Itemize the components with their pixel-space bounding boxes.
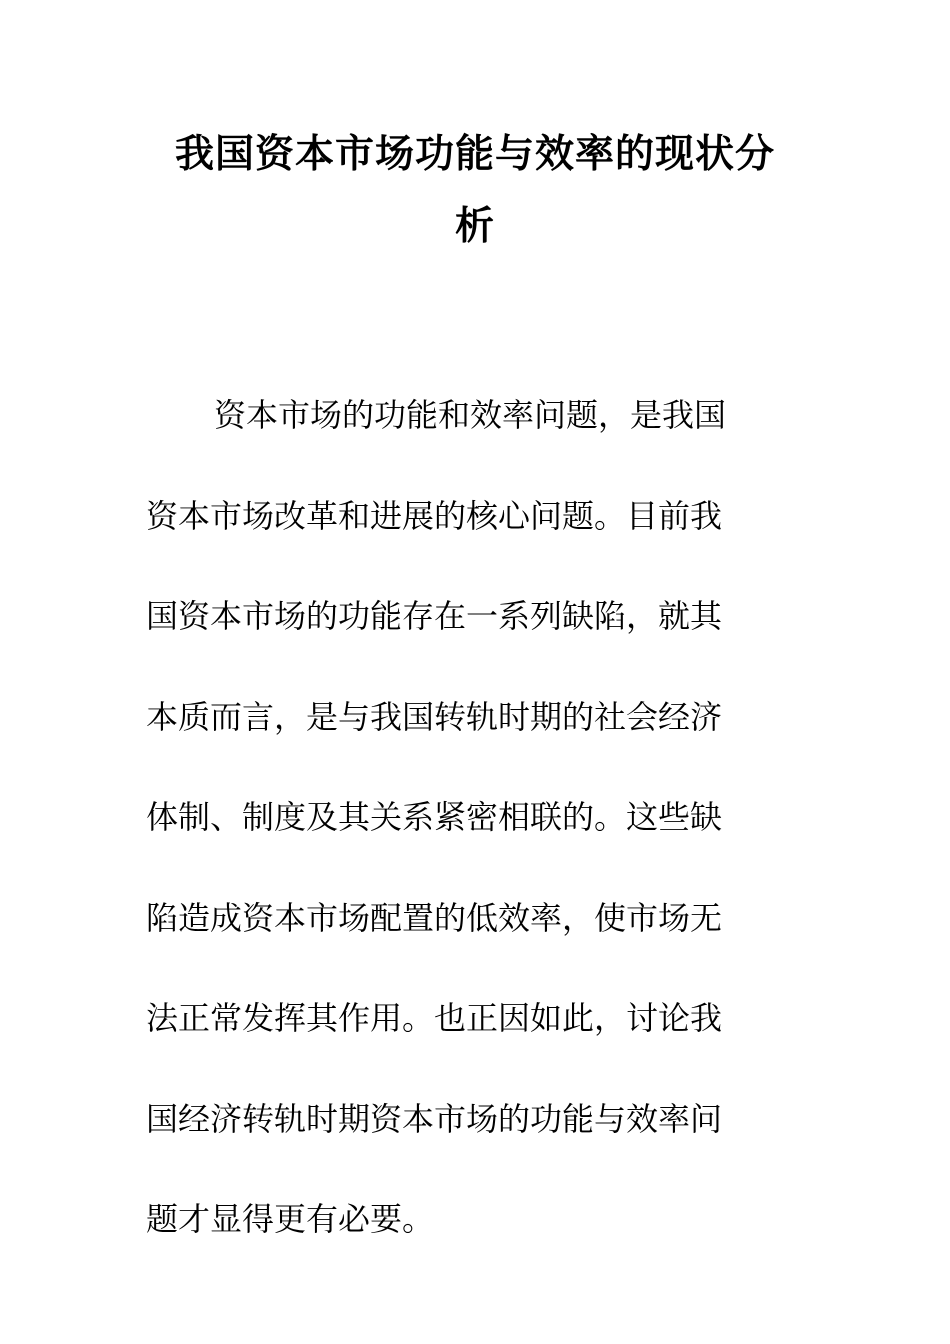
paragraph-line: 陷造成资本市场配置的低效率，使市场无 [146, 898, 723, 937]
paragraph-line: 题才显得更有必要。 [146, 1200, 435, 1238]
title-line-2: 析 [454, 203, 495, 249]
paragraph-line: 资本市场改革和进展的核心问题。目前我 [146, 496, 723, 535]
body-paragraph [146, 365, 786, 1270]
paragraph-line: 体制、制度及其关系紧密相联的。这些缺 [146, 798, 723, 836]
paragraph-line: 法正常发挥其作用。也正因如此，讨论我 [146, 999, 723, 1037]
document-title [150, 118, 800, 262]
paragraph-line: 本质而言，是与我国转轨时期的社会经济 [146, 697, 723, 736]
paragraph-line: 国经济转轨时期资本市场的功能与效率问 [146, 1099, 723, 1138]
paragraph-line: 国资本市场的功能存在一系列缺陷，就其 [146, 597, 723, 635]
paragraph-line: 资本市场的功能和效率问题，是我国 [214, 396, 727, 434]
title-line-1: 我国资本市场功能与效率的现状分 [174, 131, 775, 177]
